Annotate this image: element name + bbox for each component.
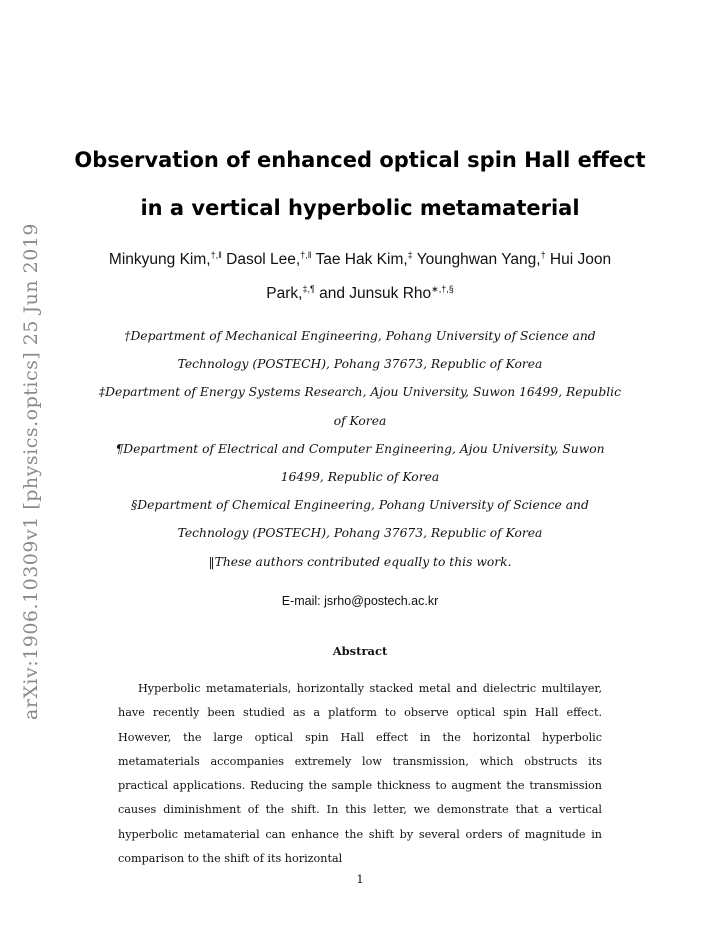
author: Tae Hak Kim, [315,251,408,268]
affiliations [95,322,625,576]
author-marks: † [540,250,546,260]
equal-contribution-note: ‖These authors contributed equally to this work. [208,554,512,569]
affiliation: §Department of Chemical Engineering, Pohang University of Science and Technology (POSTECH), Pohang 37673, Republic of Korea [131,498,589,541]
corresponding-email: E-mail: jsrho@postech.ac.kr [281,594,439,608]
author-marks: ‡,¶ [302,284,315,294]
author: Younghwan Yang, [416,251,541,268]
author: Hui Joon Park, [266,251,612,302]
page-number: 1 [356,872,364,886]
abstract-text: Hyperbolic metamaterials, horizontally stacked metal and dielectric multilayer, have recently been studied as a platform to observe optical spin Hall effect. However, the large optical spin Hall effect in the horizontal hyperbolic metamaterials accompanies extremely low transmission, which obstructs its practical applications. Reducing the sample thickness to augment the transmission causes diminishment of the shift. In this letter, we demonstrate that a vertical hyperbolic metamaterial can enhance the shift by several orders of magnitude in comparison to the shift of its horizontal [118,682,602,866]
paper-title: Observation of enhanced optical spin Hall effect in a vertical hyperbolic metamaterial [74,148,646,220]
author-list [90,243,630,311]
author: Minkyung Kim, [108,251,211,268]
author-marks: ∗,†,§ [431,284,454,294]
affiliation: ¶Department of Electrical and Computer Engineering, Ajou University, Suwon 16499, Republic of Korea [115,441,605,485]
affiliation: ‡Department of Energy Systems Research, Ajou University, Suwon 16499, Republic of Korea [99,385,621,428]
author-marks: ‡ [407,250,413,260]
author-marks: †,‖ [300,250,312,260]
affiliation: †Department of Mechanical Engineering, Pohang University of Science and Technology (POSTECH), Pohang 37673, Republic of Korea [124,329,596,372]
author: and Junsuk Rho [319,285,432,302]
arxiv-identifier: arXiv:1906.10309v1 [physics.optics] 25 Jun 2019 [20,222,42,720]
author-marks: †,‖ [210,250,222,260]
abstract-heading: Abstract [332,644,388,658]
author: Dasol Lee, [226,251,301,268]
